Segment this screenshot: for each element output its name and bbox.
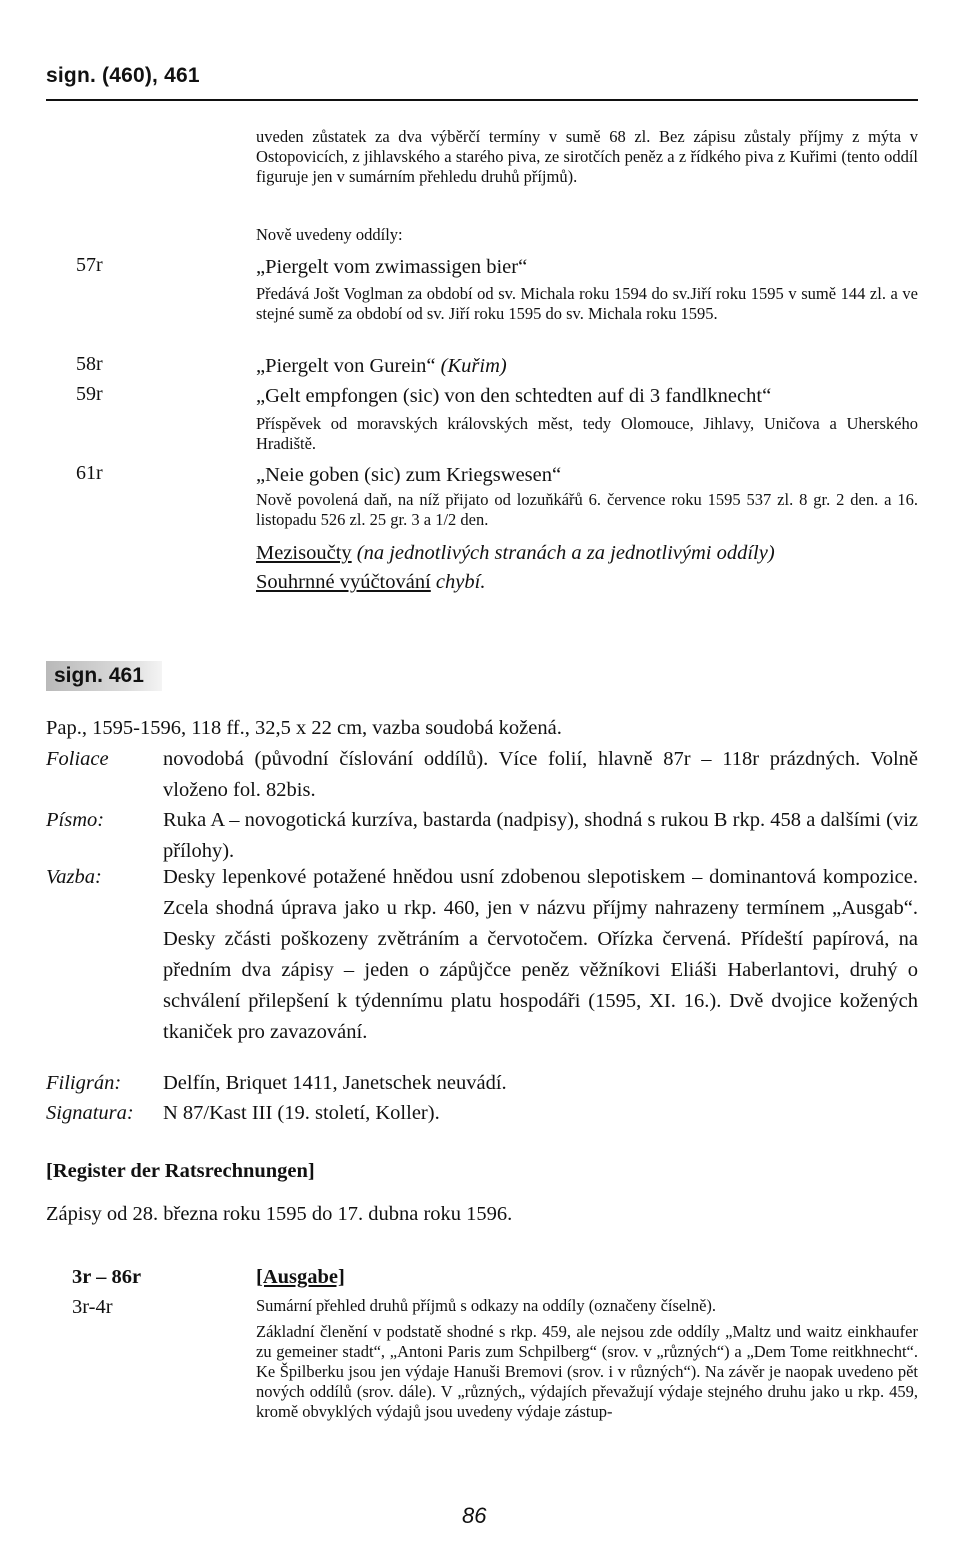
ausgabe-subref: 3r-4r xyxy=(72,1296,113,1318)
field-value-vazba: Desky lepenkové potažené hnědou usní zdobenou slepotiskem – dominantová kompozice. Zcela shodná úprava jako u rkp. 460, jen v názvu příjmy nahrazeny termínem „Ausgab“. Desky zčásti poškozeny zvětráním a červotočem. Ořízka červená. Přídeští papírová, na předním dva zápisy – jeden o zápůjčce peněz věžníkovi Eliáši Haberlantovi, druhý o schválení přilepšení k týdennímu platu hospodáři (1595, XI. 16.). Dvě dvojice kožených tkaniček pro zavazování. xyxy=(163,866,918,1043)
subtotals-note: (na jednotlivých stranách a za jednotlivými oddíly) xyxy=(351,542,775,564)
field-value-signatura: N 87/Kast III (19. století, Koller). xyxy=(163,1102,440,1124)
field-label-vazba: Vazba: xyxy=(46,866,102,888)
register-dates: Zápisy od 28. března roku 1595 do 17. dubna roku 1596. xyxy=(46,1203,513,1225)
ausgabe-line1: Sumární přehled druhů příjmů s odkazy na oddíly (označeny číselně). xyxy=(256,1296,717,1315)
intro-paragraph: uveden zůstatek za dva výběrčí termíny v sumě 68 zl. Bez zápisu zůstaly příjmy z mýta v Ostopovicích, z jihlavského a starého piva, ze sirotčích peněz a z řídkého piva z Kuřimi (tento oddíl figuruje jen v sumárním přehledu druhů příjmů). xyxy=(256,127,918,186)
summary-note: chybí. xyxy=(430,571,486,593)
new-sections-label: Nově uvedeny oddíly: xyxy=(256,225,403,244)
field-value-pismo: Ruka A – novogotická kurzíva, bastarda (nadpisy), shodná s rukou B rkp. 458 a dalšími (viz přílohy). xyxy=(163,809,918,862)
entry-title-57r: „Piergelt vom zwimassigen bier“ xyxy=(256,256,528,278)
field-label-foliace: Foliace xyxy=(46,748,109,770)
subtotals-line xyxy=(256,540,775,566)
folio-ref-59r: 59r xyxy=(76,383,103,405)
field-value-filigran: Delfín, Briquet 1411, Janetschek neuvádí. xyxy=(163,1072,507,1094)
header-rule xyxy=(46,99,918,101)
entry-title-58r xyxy=(256,353,507,379)
entry-note-59r: Příspěvek od moravských královských měst, tedy Olomouce, Jihlavy, Uničova a Uherského Hradiště. xyxy=(256,414,918,453)
register-heading: [Register der Ratsrechnungen] xyxy=(46,1160,315,1182)
sign-badge: sign. 461 xyxy=(46,661,162,691)
ausgabe-paragraph: Základní členění v podstatě shodné s rkp. 459, ale nejsou zde oddíly „Maltz und waitz einkhaufer zu gemeiner stadt“, „Antoni Paris zum Schpilberg“ (srov. v „různých“) a „Dem Tome reitkhnecht“. Ke Špilberku jsou jen výdaje Hanuši Bremovi (srov. i v různých“). Na závěr je naopak uvedeno pět nových oddílů (srov. dále). V „různých„ výdajích převažují výdaje stejného druhu jako u rkp. 459, kromě obvyklých výdajů jsou uvedeny výdaje zástup- xyxy=(256,1322,918,1421)
field-label-pismo: Písmo: xyxy=(46,809,105,831)
summary-label: Souhrnné vyúčtování xyxy=(256,571,431,593)
folio-ref-57r: 57r xyxy=(76,254,103,276)
ausgabe-title: [Ausgabe] xyxy=(256,1266,345,1288)
field-label-signatura: Signatura: xyxy=(46,1102,134,1124)
physical-description: Pap., 1595-1596, 118 ff., 32,5 x 22 cm, vazba soudobá kožená. xyxy=(46,717,562,739)
summary-line xyxy=(256,569,485,595)
entry-title-58r-place: (Kuřim) xyxy=(440,355,507,377)
entry-note-57r: Předává Jošt Voglman za období od sv. Michala roku 1594 do sv.Jiří roku 1595 v sumě 144 zl. a ve stejné sumě za období od sv. Jiří roku 1595 do sv. Michala roku 1595. xyxy=(256,284,918,323)
entry-title-58r-text: „Piergelt von Gurein“ xyxy=(256,355,441,377)
entry-title-59r: „Gelt empfongen (sic) von den schtedten auf di 3 fandlknecht“ xyxy=(256,385,772,407)
field-label-filigran: Filigrán: xyxy=(46,1072,122,1094)
field-value-foliace: novodobá (původní číslování oddílů). Více folií, hlavně 87r – 118r prázdných. Volně vloženo fol. 82bis. xyxy=(163,748,918,801)
page-number: 86 xyxy=(462,1503,487,1528)
folio-ref-61r: 61r xyxy=(76,462,103,484)
running-head: sign. (460), 461 xyxy=(46,64,200,87)
entry-title-61r: „Neie goben (sic) zum Kriegswesen“ xyxy=(256,464,562,486)
entry-note-61r: Nově povolená daň, na níž přijato od lozuňkářů 6. července roku 1595 537 zl. 8 gr. 2 den. a 16. listopadu 526 zl. 25 gr. 3 a 1/2 den. xyxy=(256,490,918,529)
subtotals-label: Mezisoučty xyxy=(256,542,352,564)
folio-ref-58r: 58r xyxy=(76,353,103,375)
ausgabe-range: 3r – 86r xyxy=(72,1266,142,1288)
